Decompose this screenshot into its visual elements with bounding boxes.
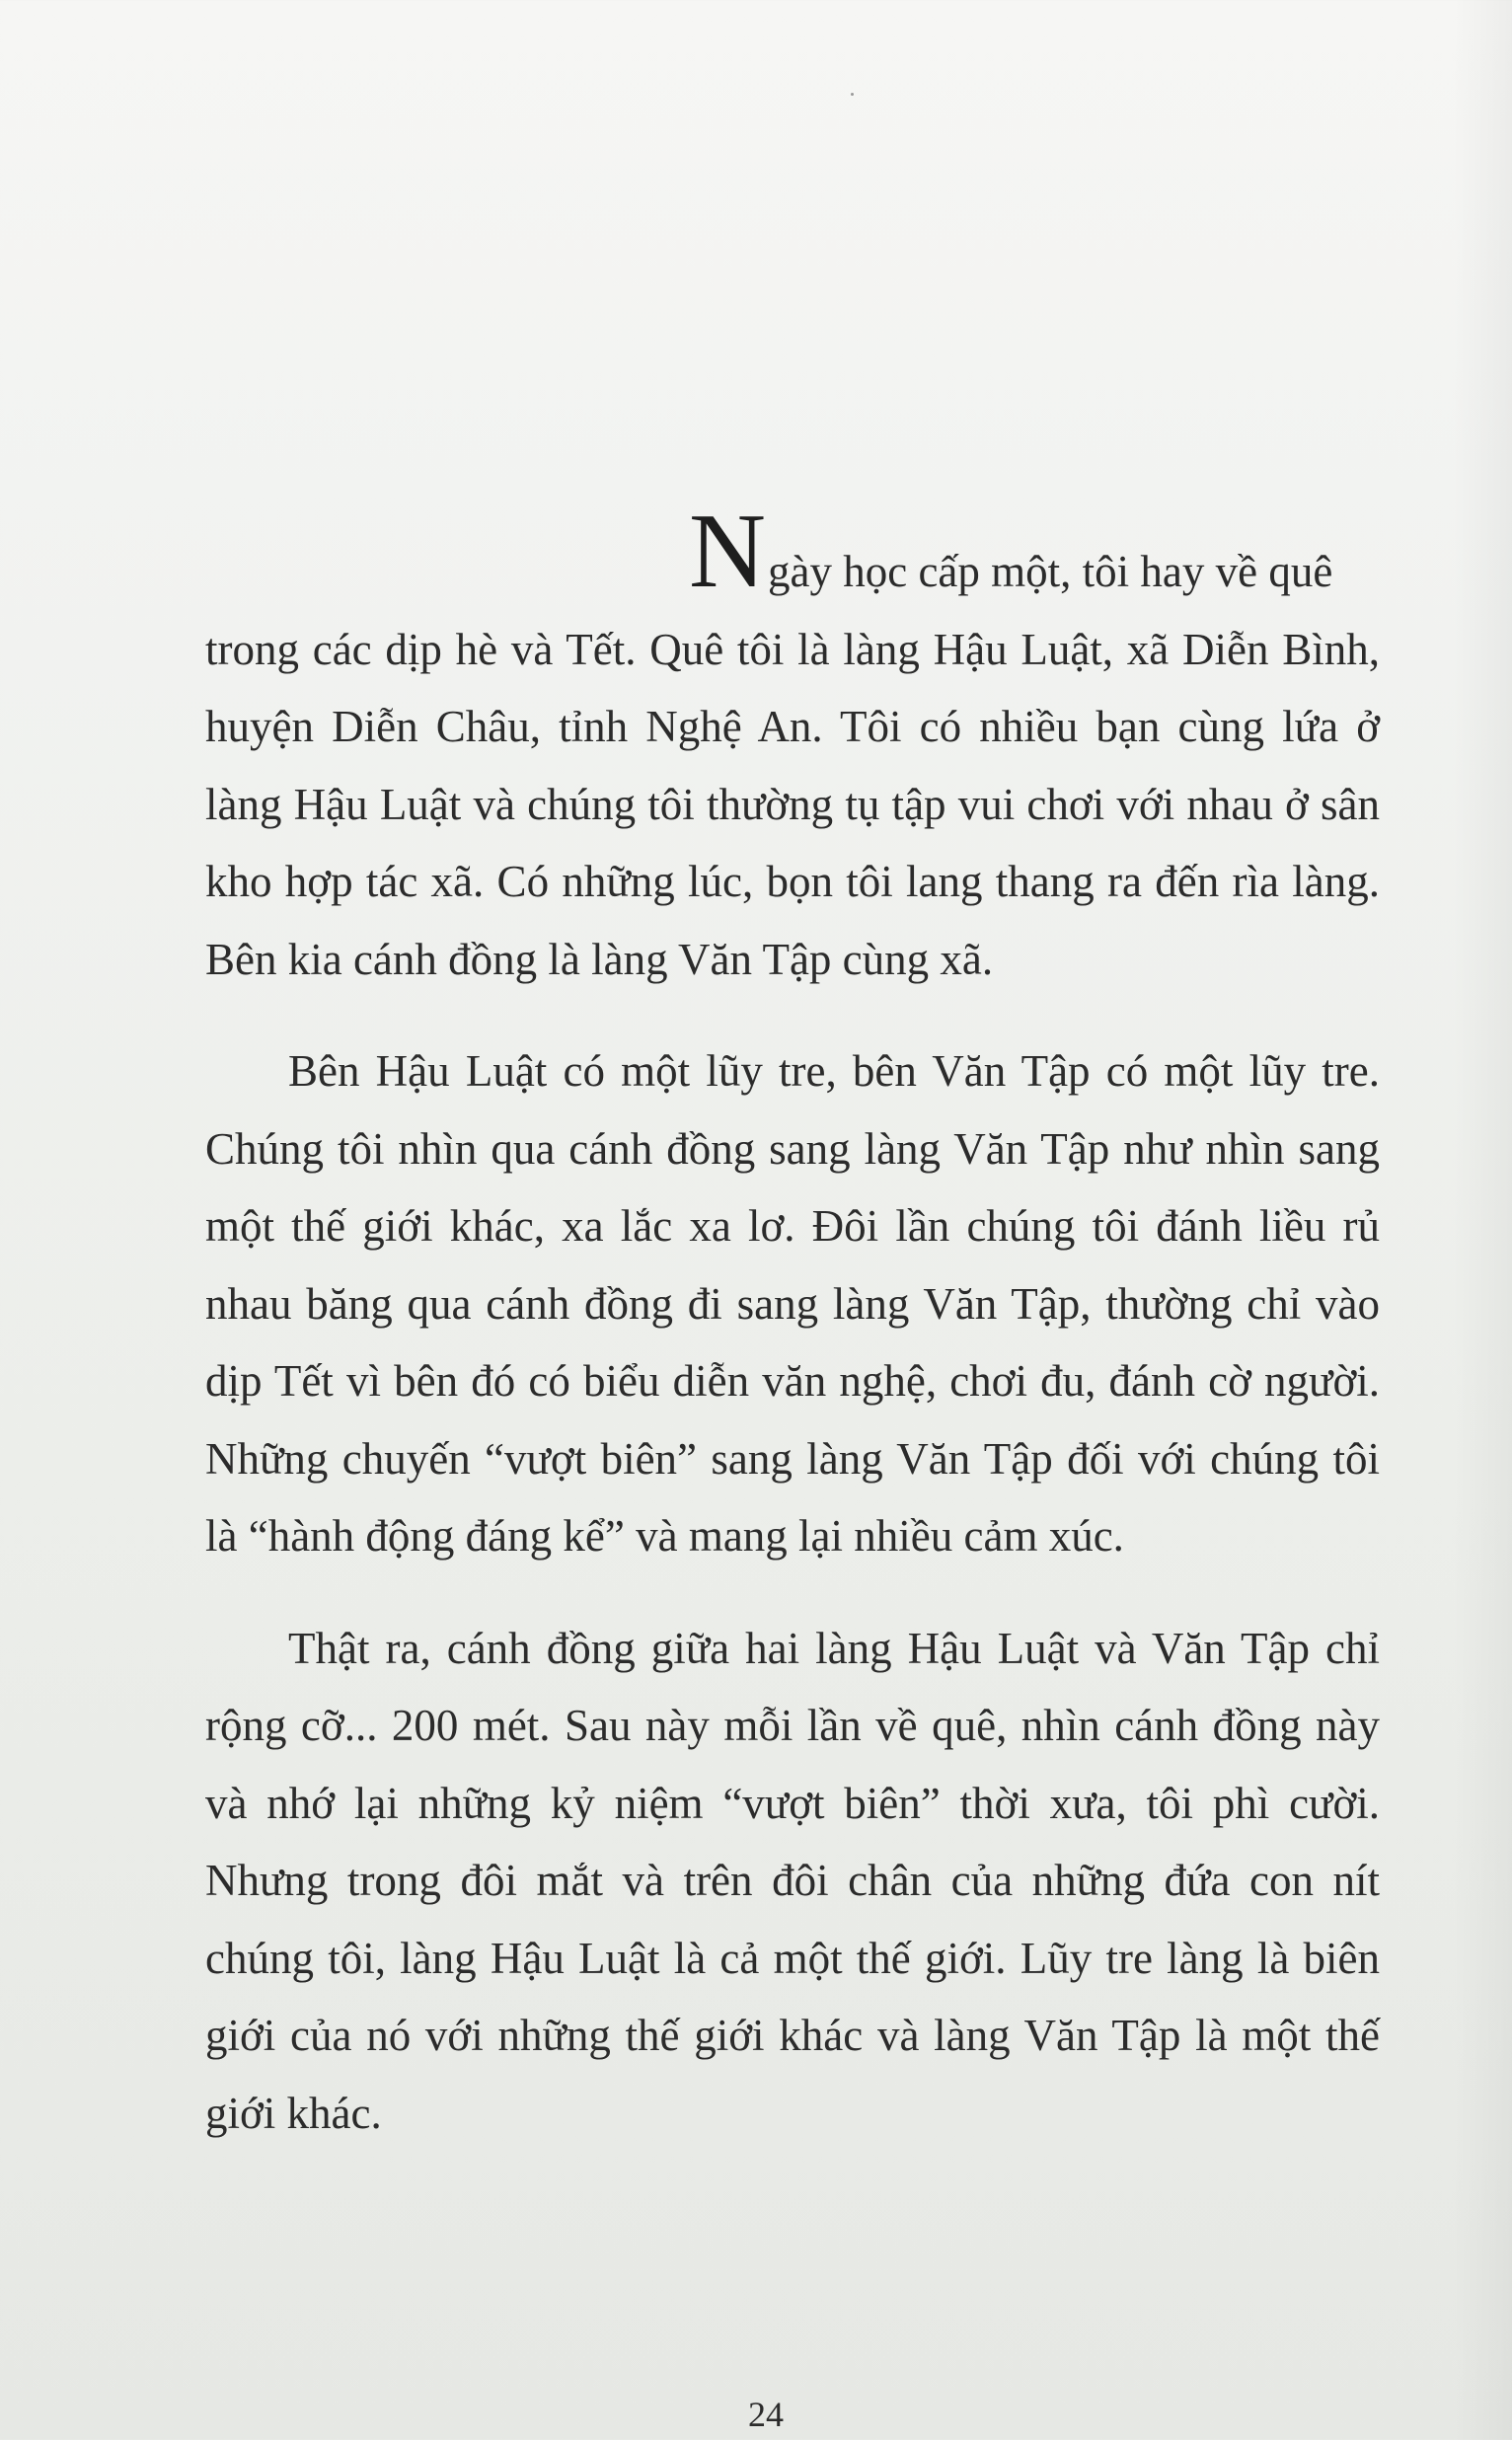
opening-line	[205, 493, 1380, 611]
paragraph-1-text: trong các dịp hè và Tết. Quê tôi là làng Hậu Luật, xã Diễn Bình, huyện Diễn Châu, tỉnh Nghệ An. Tôi có nhiều bạn cùng lứa ở làng Hậu Luật và chúng tôi thường tụ tập vui chơi với nhau ở sân kho hợp tác xã. Có những lúc, bọn tôi lang thang ra đến rìa làng. Bên kia cánh đồng là làng Văn Tập cùng xã.	[205, 624, 1380, 984]
paragraph-2: Bên Hậu Luật có một lũy tre, bên Văn Tập có một lũy tre. Chúng tôi nhìn qua cánh đồng sang làng Văn Tập như nhìn sang một thế giới khác, xa lắc xa lơ. Đôi lần chúng tôi đánh liều rủ nhau băng qua cánh đồng đi sang làng Văn Tập, thường chỉ vào dịp Tết vì bên đó có biểu diễn văn nghệ, chơi đu, đánh cờ người. Những chuyến “vượt biên” sang làng Văn Tập đối với chúng tôi là “hành động đáng kể” và mang lại nhiều cảm xúc.	[205, 1046, 1380, 1561]
page-edge-shadow	[1453, 0, 1512, 2440]
body-text	[205, 493, 1380, 2152]
drop-cap: N	[689, 493, 766, 610]
paper-speck	[851, 93, 854, 96]
paragraph-1	[205, 493, 1380, 998]
opening-line-text: gày học cấp một, tôi hay về quê	[768, 547, 1333, 596]
paragraph-3: Thật ra, cánh đồng giữa hai làng Hậu Luật và Văn Tập chỉ rộng cỡ... 200 mét. Sau này mỗi lần về quê, nhìn cánh đồng này và nhớ lại những kỷ niệm “vượt biên” thời xưa, tôi phì cười. Nhưng trong đôi mắt và trên đôi chân của những đứa con nít chúng tôi, làng Hậu Luật là cả một thế giới. Lũy tre làng là biên giới của nó với những thế giới khác và làng Văn Tập là một thế giới khác.	[205, 1623, 1380, 2138]
page-number: 24	[748, 2395, 784, 2434]
